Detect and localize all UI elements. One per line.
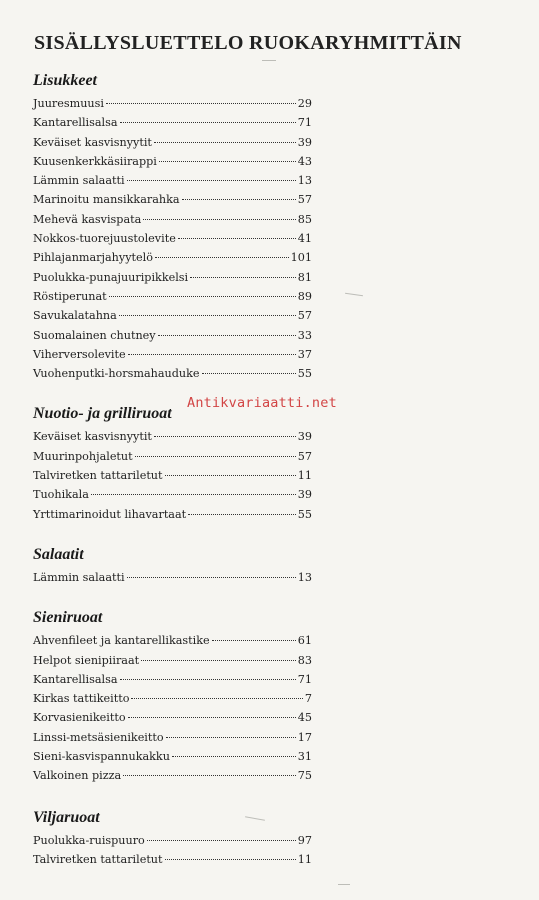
toc-entry [33,306,312,325]
dot-leader [158,335,296,336]
dot-leader [120,122,296,123]
dot-leader [165,475,296,476]
toc-entry [33,651,312,670]
entry-page-number: 13 [297,570,312,584]
page-title: SISÄLLYSLUETTELO RUOKARYHMITTÄIN [34,32,462,54]
dot-leader [190,277,296,278]
paper-mark [345,293,363,296]
section-heading: Sieniruoat [33,609,103,627]
entry-name: Helpot sienipiiraat [33,653,140,667]
entry-name: Kuusenkerkkäsiirappi [33,154,157,168]
toc-entry [33,766,312,785]
toc-entry [33,364,312,383]
entry-page-number: 55 [297,367,312,381]
toc-entry [33,747,312,766]
entry-name: Savukalatahna [33,309,117,323]
entry-name: Talviretken tattariletut [33,469,163,483]
dot-leader [202,373,296,374]
toc-entry [33,113,312,132]
entry-name: Lämmin salaatti [33,570,125,584]
entry-name: Mehevä kasvispata [33,212,142,226]
dot-leader [106,103,296,104]
entry-name: Pihlajanmarjahyytelö [33,251,153,265]
entry-name: Kirkas tattikeitto [33,692,130,706]
toc-entry [33,708,312,727]
entry-page-number: 11 [297,852,312,866]
entry-page-number: 97 [297,833,312,847]
toc-entry [33,447,312,466]
toc-entry [33,326,312,345]
entry-page-number: 13 [297,174,312,188]
entry-name: Nokkos-tuorejuustolevite [33,232,176,246]
entry-page-number: 43 [297,154,312,168]
toc-entry [33,631,312,650]
section-nuotio-ja-grilliruoat [33,403,312,523]
dot-leader [143,219,295,220]
dot-leader [135,456,296,457]
paper-mark [338,884,350,885]
toc-entry [33,466,312,485]
section-heading: Lisukkeet [33,72,97,89]
dot-leader [212,640,296,641]
toc-entry [33,94,312,113]
entry-page-number: 33 [297,328,312,342]
toc-entry [33,229,312,248]
entry-page-number: 11 [297,469,312,483]
entry-name: Talviretken tattariletut [33,852,163,866]
dot-leader [131,698,302,699]
entry-name: Viherversolevite [33,347,126,361]
toc-entry [33,248,312,267]
table-of-contents [33,70,312,869]
entry-name: Marinoitu mansikkarahka [33,193,180,207]
dot-leader [128,354,296,355]
entry-name: Sieni-kasvispannukakku [33,750,170,764]
entry-name: Muurinpohjaletut [33,449,133,463]
entry-page-number: 39 [297,488,312,502]
entry-page-number: 55 [297,507,312,521]
entry-page-number: 45 [297,711,312,725]
entry-name: Valkoinen pizza [33,769,122,783]
dot-leader [182,199,296,200]
dot-leader [178,238,296,239]
entry-name: Yrttimarinoidut lihavartaat [33,507,187,521]
dot-leader [154,436,296,437]
dot-leader [128,717,296,718]
toc-entry [33,171,312,190]
toc-entry [33,345,312,364]
entry-page-number: 83 [297,653,312,667]
dot-leader [165,859,296,860]
section-heading: Viljaruoat [33,808,100,826]
toc-entry [33,689,312,708]
entry-page-number: 7 [304,692,312,706]
entry-name: Kantarellisalsa [33,116,118,130]
toc-entry [33,268,312,287]
paper-mark [262,60,276,61]
entry-name: Puolukka-ruispuuro [33,833,145,847]
toc-entry [33,133,312,152]
entry-name: Röstiperunat [33,289,107,303]
entry-name: Kantarellisalsa [33,672,118,686]
toc-entry [33,850,312,869]
entry-name: Linssi-metsäsienikeitto [33,730,164,744]
section-viljaruoat [33,807,312,870]
entry-page-number: 39 [297,135,312,149]
section-lisukkeet [33,70,312,383]
dot-leader [141,660,296,661]
dot-leader [154,142,296,143]
dot-leader [123,775,296,776]
section-sieniruoat [33,607,312,785]
entry-page-number: 41 [297,232,312,246]
toc-entry [33,728,312,747]
dot-leader [172,756,296,757]
entry-name: Korvasienikeitto [33,711,126,725]
dot-leader [91,494,296,495]
entry-name: Lämmin salaatti [33,174,125,188]
toc-entry [33,670,312,689]
entry-page-number: 57 [297,449,312,463]
dot-leader [188,514,296,515]
entry-name: Ahvenfileet ja kantarellikastike [33,634,210,648]
entry-page-number: 39 [297,430,312,444]
entry-page-number: 29 [297,97,312,110]
entry-name: Keväiset kasvisnyytit [33,135,152,149]
toc-entry [33,568,312,587]
entry-name: Puolukka-punajuuripikkelsi [33,270,189,284]
entry-page-number: 57 [297,193,312,207]
toc-entry [33,831,312,850]
dot-leader [166,737,296,738]
toc-entry [33,427,312,446]
toc-entry [33,152,312,171]
entry-page-number: 17 [297,730,312,744]
entry-name: Vuohenputki-horsmahauduke [33,367,200,381]
dot-leader [155,257,289,258]
section-salaatit [33,544,312,587]
entry-name: Keväiset kasvisnyytit [33,430,152,444]
toc-entry [33,485,312,504]
entry-page-number: 75 [297,769,312,783]
dot-leader [159,161,296,162]
entry-page-number: 37 [297,347,312,361]
entry-page-number: 81 [297,270,312,284]
entry-page-number: 57 [297,309,312,323]
dot-leader [120,679,296,680]
entry-name: Tuohikala [33,488,89,502]
entry-page-number: 85 [297,212,312,226]
entry-name: Juuresmuusi [33,97,104,110]
watermark-text: Antikvariaatti.net [187,395,337,411]
dot-leader [119,315,296,316]
dot-leader [147,840,296,841]
entry-page-number: 71 [297,116,312,130]
toc-entry [33,190,312,209]
entry-page-number: 71 [297,672,312,686]
dot-leader [127,180,296,181]
toc-entry [33,505,312,524]
entry-name: Suomalainen chutney [33,328,156,342]
entry-page-number: 101 [290,251,312,265]
entry-page-number: 89 [297,289,312,303]
entry-page-number: 31 [297,750,312,764]
dot-leader [109,296,296,297]
section-heading: Nuotio- ja grilliruoat [33,405,172,423]
entry-page-number: 61 [297,634,312,648]
section-heading: Salaatit [33,545,84,563]
dot-leader [127,577,296,578]
toc-entry [33,210,312,229]
toc-entry [33,287,312,306]
